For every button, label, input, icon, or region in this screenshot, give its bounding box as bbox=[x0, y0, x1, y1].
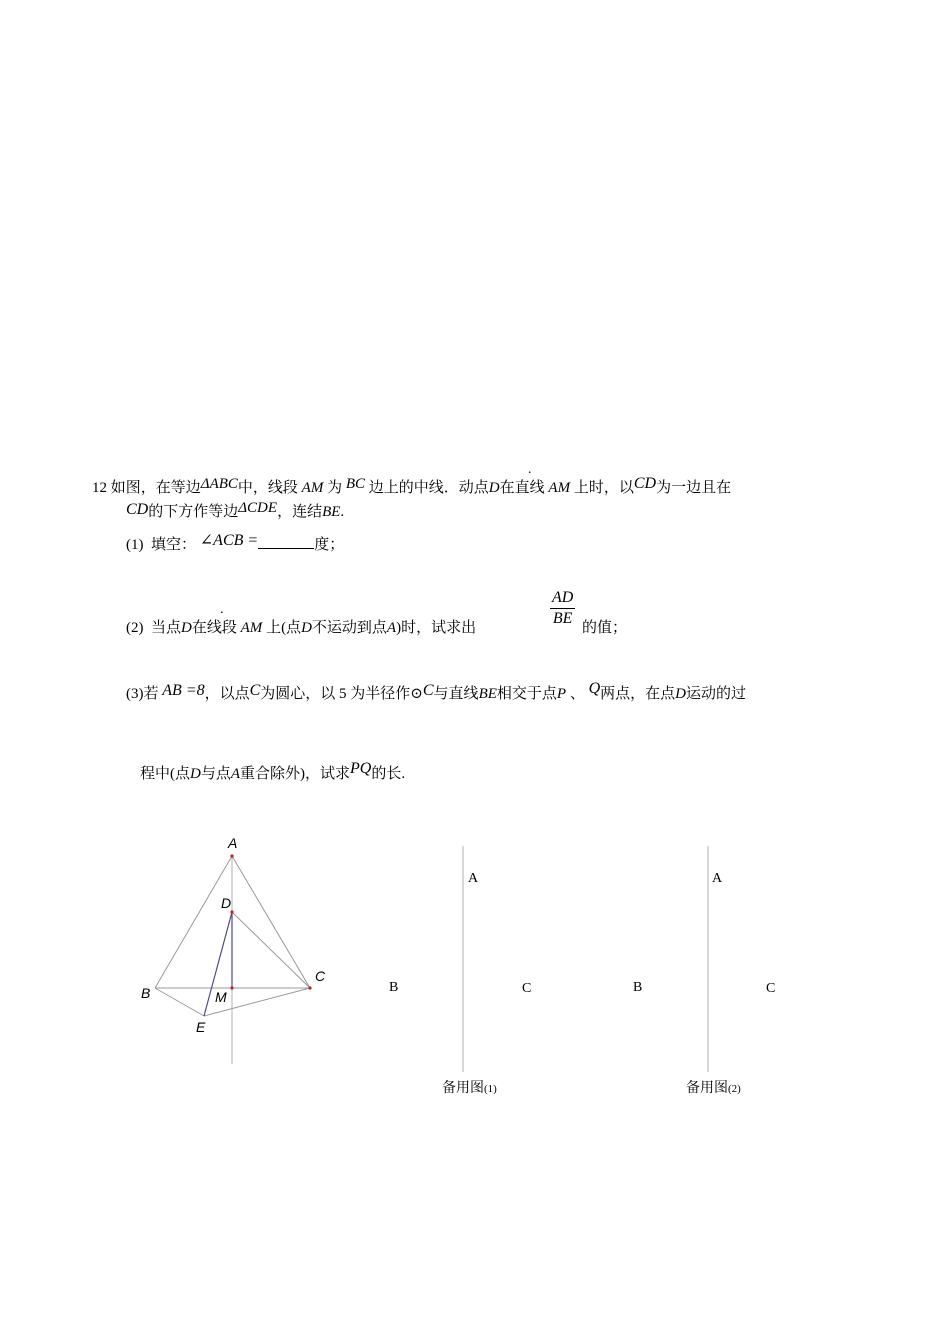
segment-be: BE bbox=[478, 686, 497, 702]
part-text: 度； bbox=[314, 537, 345, 553]
part-text: ，以点 bbox=[204, 686, 250, 702]
caption-text: 备用图 bbox=[686, 1081, 728, 1096]
part-text: 若 bbox=[143, 686, 159, 702]
segment-be: BE bbox=[322, 504, 341, 520]
segment-am: AM bbox=[240, 620, 263, 636]
problem-text: 的下方作等边 bbox=[148, 504, 239, 520]
point-c: C bbox=[249, 682, 261, 699]
backup2-label-a: A bbox=[712, 871, 723, 886]
segment-cd: CD bbox=[633, 475, 657, 492]
point-d: D bbox=[488, 480, 500, 496]
triangle-cde: ΔCDE bbox=[238, 500, 278, 516]
segment-am: AM bbox=[301, 480, 324, 496]
part-text: 填空： bbox=[151, 537, 197, 553]
backup2-label-c: C bbox=[766, 981, 776, 996]
angle-acb: ∠ACB = bbox=[199, 532, 259, 549]
point-a: A bbox=[230, 766, 241, 782]
part-text: 在 bbox=[191, 620, 207, 636]
part-text: 程中(点 bbox=[140, 766, 190, 782]
side-ac bbox=[232, 856, 310, 988]
point-a: A bbox=[386, 620, 397, 636]
problem-text: 如图，在等边 bbox=[110, 480, 201, 496]
backup2-caption bbox=[686, 1077, 741, 1097]
problem-text: 上时，以 bbox=[573, 480, 634, 496]
part-text: 相交于点 bbox=[496, 686, 557, 702]
backup2-label-b: B bbox=[633, 980, 643, 995]
problem-text: 边上的中线．动点 bbox=[368, 480, 489, 496]
segment-bc: BC bbox=[345, 476, 366, 492]
problem-text: ，连结 bbox=[277, 504, 323, 520]
part-text: )时，试求出 bbox=[396, 620, 477, 636]
backup1-label-a: A bbox=[468, 871, 479, 886]
label-e: E bbox=[196, 1019, 206, 1035]
backup1-caption bbox=[442, 1077, 497, 1097]
problem-text: . bbox=[340, 504, 345, 520]
ab-equals-8: AB =8 bbox=[162, 682, 205, 699]
point-c: C bbox=[422, 682, 434, 699]
side-be bbox=[155, 988, 204, 1016]
part-text: 与点 bbox=[200, 766, 231, 782]
fraction-numerator: AD bbox=[550, 588, 575, 609]
segment-cd: CD bbox=[126, 501, 149, 518]
part-text: 、 bbox=[569, 686, 585, 702]
part-text: 运动的过 bbox=[686, 686, 747, 702]
problem-number: 12 bbox=[92, 480, 107, 496]
label-b: B bbox=[141, 985, 151, 1001]
caption-number: (2) bbox=[728, 1083, 741, 1095]
point-d: D bbox=[190, 766, 201, 782]
problem-text: 中，线段 bbox=[237, 480, 298, 496]
segment-pq: PQ bbox=[350, 760, 372, 777]
point-d: D bbox=[181, 620, 192, 636]
point-a-dot bbox=[230, 854, 233, 857]
point-d: D bbox=[301, 620, 312, 636]
backup1-label-c: C bbox=[522, 981, 532, 996]
label-c: C bbox=[315, 968, 326, 984]
part-text: 的长. bbox=[371, 766, 406, 782]
part-text: 为圆心，以 5 为半径作⊙ bbox=[260, 686, 423, 702]
part-label: (3) bbox=[126, 686, 144, 702]
part-text: 当点 bbox=[151, 620, 182, 636]
part-text: 不运动到点 bbox=[311, 620, 387, 636]
part-text: 与直线 bbox=[433, 686, 479, 702]
part-text: 两点，在点 bbox=[600, 686, 676, 702]
side-dc bbox=[232, 912, 310, 988]
part-text: 的值； bbox=[582, 620, 628, 636]
problem-text: 为 bbox=[327, 480, 343, 496]
point-m-dot bbox=[230, 986, 233, 989]
part-text: 上(点 bbox=[266, 620, 302, 636]
part-text: 重合除外)，试求 bbox=[240, 766, 351, 782]
emphasis-line: 直线 bbox=[514, 480, 545, 496]
caption-number: (1) bbox=[484, 1083, 497, 1095]
fraction-denominator: BE bbox=[552, 610, 573, 627]
triangle-abc: ΔABC bbox=[200, 476, 238, 492]
segment-am: AM bbox=[548, 480, 571, 496]
backup1-label-b: B bbox=[389, 980, 399, 995]
label-d: D bbox=[221, 895, 232, 911]
point-c-dot bbox=[308, 986, 311, 989]
emphasis-segment: 线段 bbox=[206, 620, 237, 636]
side-ab bbox=[155, 856, 232, 988]
label-m: M bbox=[215, 989, 227, 1005]
label-a: A bbox=[228, 835, 238, 851]
caption-text: 备用图 bbox=[442, 1081, 484, 1096]
part-label: (2) bbox=[126, 620, 144, 636]
part-label: (1) bbox=[126, 537, 144, 553]
point-q: Q bbox=[588, 680, 601, 697]
point-d: D bbox=[675, 686, 687, 702]
problem-text: 在 bbox=[499, 480, 515, 496]
point-p: P bbox=[556, 686, 567, 702]
problem-text: 为一边且在 bbox=[656, 480, 732, 496]
